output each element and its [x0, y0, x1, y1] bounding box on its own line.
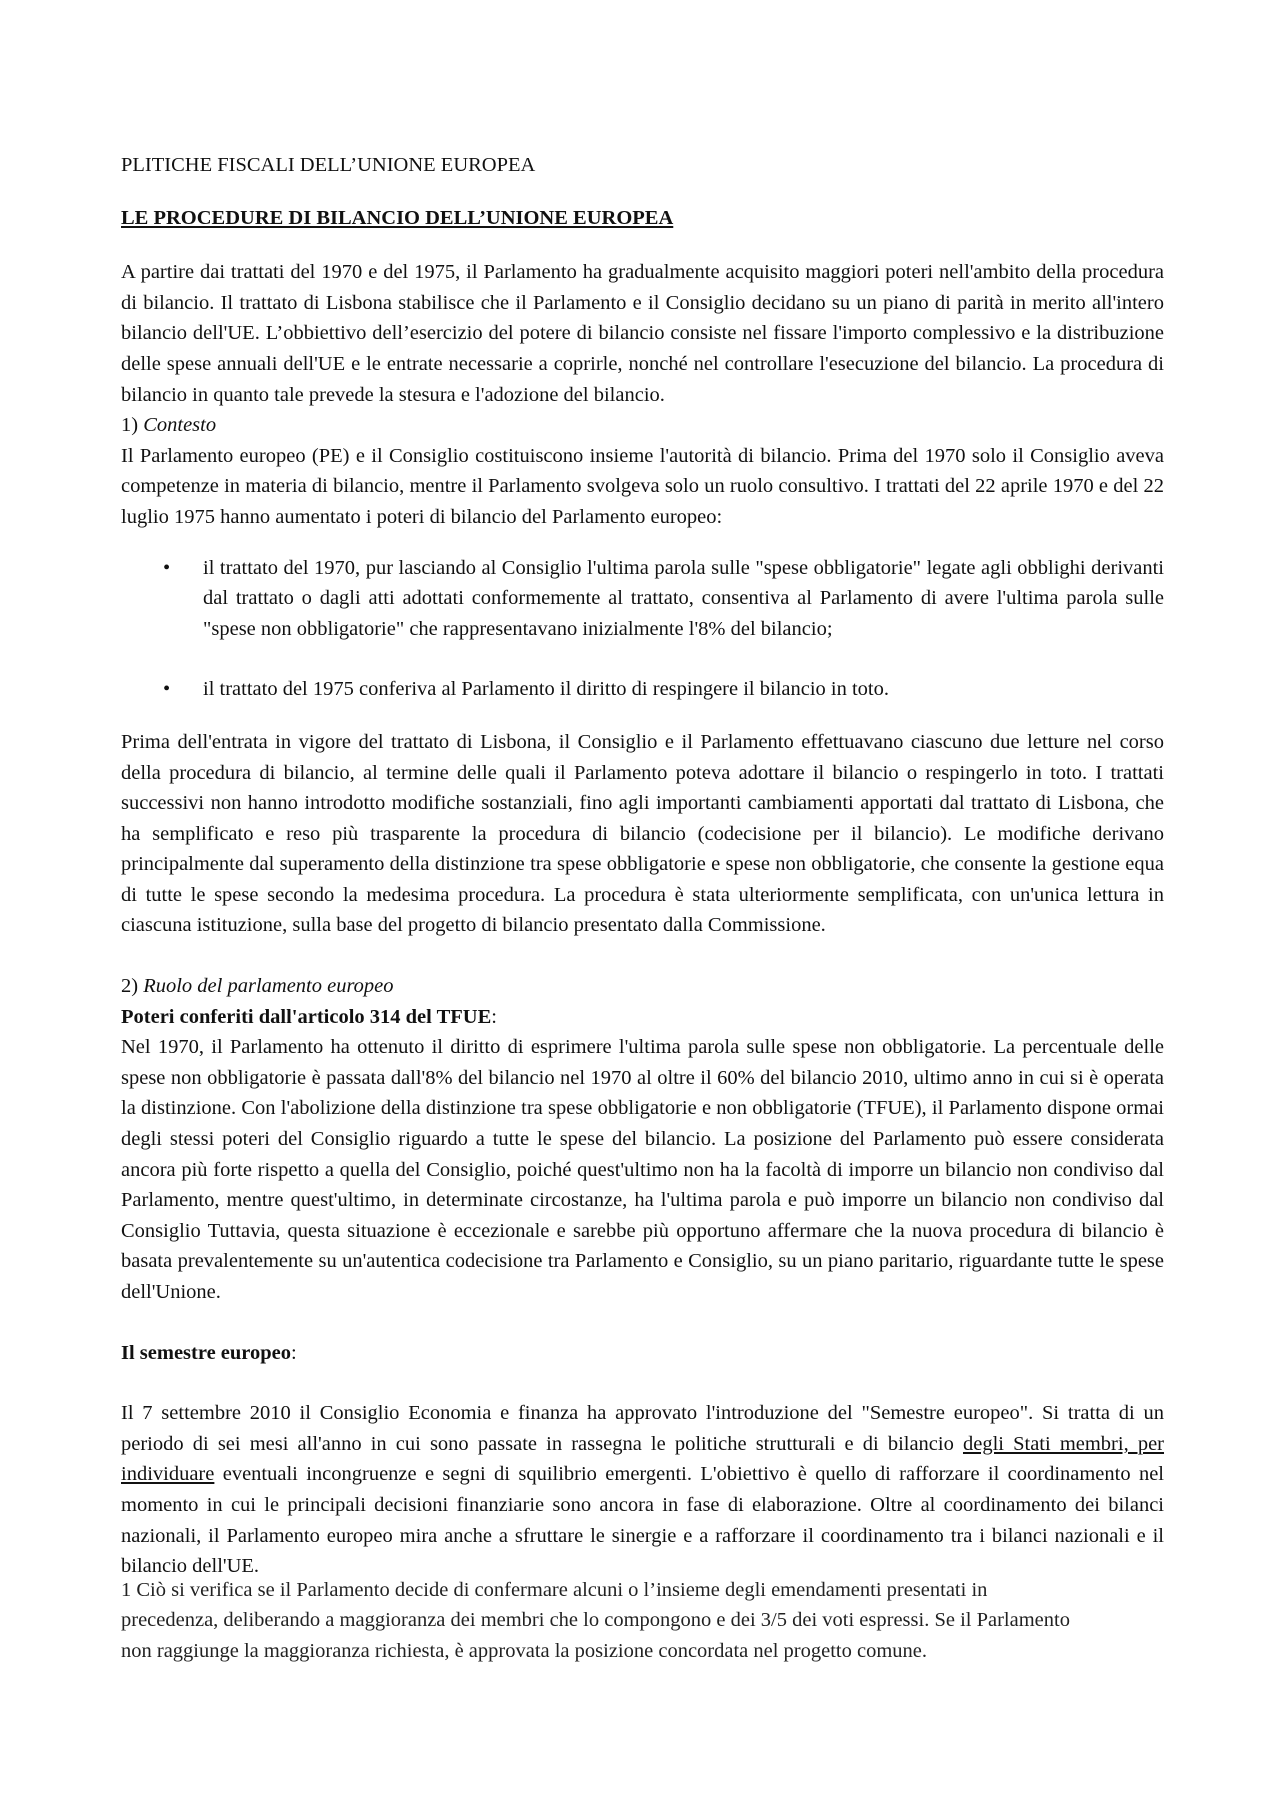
paragraph-text: eventuali incongruenze e segni di squilibrio emergenti. L'obiettivo è quello di rafforzare il coordinamento nel momento in cui le principali decisioni finanziarie sono ancora in fase di elaborazione. Oltre al coordinamento dei bilanci nazionali, il Parlamento europeo mira anche a sfruttare le sinergie e a rafforzare il coordinamento tra i bilanci nazionali e il bilancio dell'UE.	[121, 1463, 1164, 1578]
section-2-subheading	[121, 1002, 1164, 1033]
section-2-heading	[121, 971, 1164, 1002]
footnote-text: 1 Ciò si verifica se il Parlamento decide di confermare alcuni o l’insieme degli emendamenti presentati in precedenza, deliberando a maggioranza dei membri che lo compongono e dei 3/5 dei voti espressi. Se il Parlamento non raggiunge la maggioranza richiesta, è approvata la posizione concordata nel progetto comune.	[121, 1579, 1070, 1662]
footnote	[121, 1575, 1081, 1666]
section-title: Ruolo del parlamento europeo	[143, 975, 394, 998]
section-3-heading	[121, 1338, 1164, 1369]
section-number: 1)	[121, 414, 144, 437]
bullet-icon: •	[163, 678, 171, 701]
intro-paragraph: A partire dai trattati del 1970 e del 1975, il Parlamento ha gradualmente acquisito maggiori poteri nell'ambito della procedura di bilancio. Il trattato di Lisbona stabilisce che il Parlamento e il Consiglio decidano su un piano di parità in merito all'intero bilancio dell'UE. L’obbiettivo dell’esercizio del potere di bilancio consiste nel fissare l'importo complessivo e la distribuzione delle spese annuali dell'UE e le entrate necessarie a coprirle, nonché nel controllare l'esecuzione del bilancio. La procedura di bilancio in quanto tale prevede la stesura e l'adozione del bilancio.	[121, 261, 1164, 406]
subheading-colon: :	[491, 1005, 497, 1028]
underlined-text: degli Stati membri, per individuare	[121, 1432, 1165, 1486]
section-3-paragraph	[121, 1398, 1164, 1582]
section-number: 2)	[121, 975, 144, 998]
section-title: Il semestre europeo	[121, 1341, 292, 1364]
list-item	[121, 553, 1164, 645]
paragraph-text: Il 7 settembre 2010 il Consiglio Economia e finanza ha approvato l'introduzione del "Semestre europeo". Si tratta di un periodo di sei mesi all'anno in cui sono passate in rassegna le politiche strutturali e di bilancio	[121, 1402, 1164, 1455]
section-1-paragraph: Il Parlamento europeo (PE) e il Consiglio costituiscono insieme l'autorità di bilancio. Prima del 1970 solo il Consiglio aveva competenze in materia di bilancio, mentre il Parlamento svolgeva solo un ruolo consultivo. I trattati del 22 aprile 1970 e del 22 luglio 1975 hanno aumentato i poteri di bilancio del Parlamento europeo:	[121, 444, 1164, 528]
list-item-text: il trattato del 1975 conferiva al Parlamento il diritto di respingere il bilancio in toto.	[203, 678, 889, 701]
list-item-text: il trattato del 1970, pur lasciando al Consiglio l'ultima parola sulle "spese obbligatorie" legate agli obblighi derivanti dal trattato o dagli atti adottati conformemente al trattato, consentiva al Parlamento di avere l'ultima parola sulle "spese non obbligatorie" che rappresentavano inizialmente l'8% del bilancio;	[203, 556, 1164, 640]
section-title: Contesto	[143, 414, 217, 437]
subheading-text: Poteri conferiti dall'articolo 314 del TFUE	[121, 1005, 492, 1028]
bullet-list	[121, 553, 1164, 705]
main-heading: LE PROCEDURE DI BILANCIO DELL’UNIONE EUROPEA	[121, 206, 674, 229]
list-item	[121, 674, 1164, 705]
section-2-paragraph: Nel 1970, il Parlamento ha ottenuto il diritto di esprimere l'ultima parola sulle spese non obbligatorie. La percentuale delle spese non obbligatorie è passata dall'8% del bilancio nel 1970 al oltre il 60% del bilancio 2010, ultimo anno in cui si è operata la distinzione. Con l'abolizione della distinzione tra spese obbligatorie e non obbligatorie (TFUE), il Parlamento dispone ormai degli stessi poteri del Consiglio riguardo a tutte le spese del bilancio. La posizione del Parlamento può essere considerata ancora più forte rispetto a quella del Consiglio, poiché quest'ultimo non ha la facoltà di imporre un bilancio non condiviso dal Parlamento, mentre quest'ultimo, in determinate circostanze, ha l'ultima parola e può imporre un bilancio non condiviso dal Consiglio Tuttavia, questa situazione è eccezionale e sarebbe più opportuno affermare che la nuova procedura di bilancio è basata prevalentemente su un'autentica codecisione tra Parlamento e Consiglio, su un piano paritario, riguardante tutte le spese dell'Unione.	[121, 1036, 1164, 1303]
section-1-heading	[121, 410, 1164, 441]
bullet-icon: •	[163, 556, 171, 579]
document-page	[121, 150, 1164, 1582]
section-title-colon: :	[291, 1341, 297, 1364]
document-title: PLITICHE FISCALI DELL’UNIONE EUROPEA	[121, 154, 536, 176]
section-1-paragraph-2: Prima dell'entrata in vigore del trattato di Lisbona, il Consiglio e il Parlamento effettuavano ciascuno due letture nel corso della procedura di bilancio, al termine delle quali il Parlamento poteva adottare il bilancio o respingerlo in toto. I trattati successivi non hanno introdotto modifiche sostanziali, fino agli importanti cambiamenti apportati dal trattato di Lisbona, che ha semplificato e reso più trasparente la procedura di bilancio (codecisione per il bilancio). Le modifiche derivano principalmente dal superamento della distinzione tra spese obbligatorie e spese non obbligatorie, che consente la gestione equa di tutte le spese secondo la medesima procedura. La procedura è stata ulteriormente semplificata, con un'unica lettura in ciascuna istituzione, sulla base del progetto di bilancio presentato dalla Commissione.	[121, 730, 1164, 937]
